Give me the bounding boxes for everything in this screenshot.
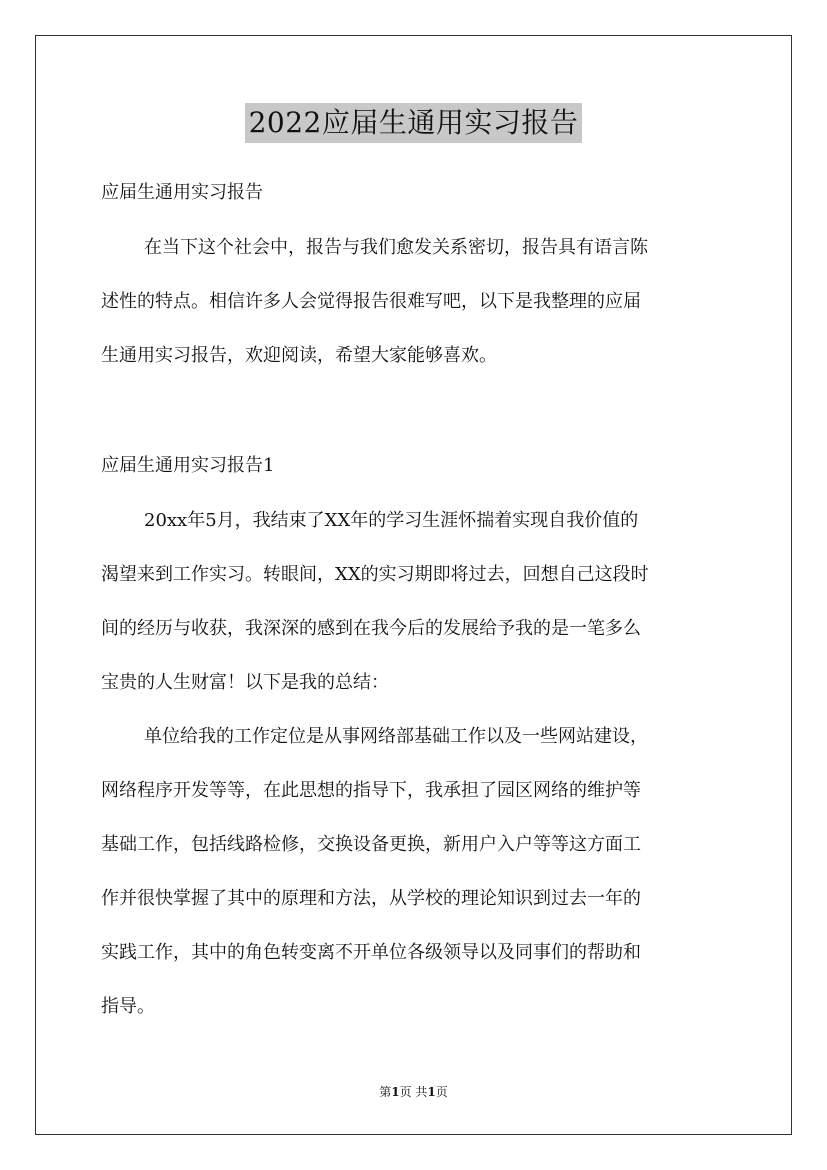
paragraph1-line: 20xx年5月，我结束了XX年的学习生涯怀揣着实现自我价值的	[144, 510, 639, 531]
footer-page-total: 1	[427, 1085, 436, 1099]
intro-line: 述性的特点。相信许多人会觉得报告很难写吧，以下是我整理的应届	[101, 291, 641, 312]
paragraph1-line: 渴望来到工作实习。转眼间，XX的实习期即将过去，回想自己这段时	[101, 564, 649, 585]
document-title: 2022应届生通用实习报告	[245, 103, 583, 143]
paragraph2-line: 网络程序开发等等，在此思想的指导下，我承担了园区网络的维护等	[101, 780, 641, 801]
paragraph2-line: 实践工作，其中的角色转变离不开单位各级领导以及同事们的帮助和	[101, 942, 641, 963]
paragraph2-line: 作并很快掌握了其中的原理和方法，从学校的理论知识到过去一年的	[101, 888, 641, 909]
footer-prefix: 第	[379, 1085, 392, 1099]
footer-suffix: 页	[435, 1085, 448, 1099]
paragraph2-line: 基础工作，包括线路检修，交换设备更换，新用户入户等等这方面工	[101, 834, 641, 855]
intro-line: 在当下这个社会中，报告与我们愈发关系密切，报告具有语言陈	[144, 237, 648, 258]
intro-line: 生通用实习报告，欢迎阅读，希望大家能够喜欢。	[101, 345, 497, 366]
footer-mid: 页 共	[399, 1085, 428, 1099]
paragraph2-line: 单位给我的工作定位是从事网络部基础工作以及一些网站建设，	[144, 726, 648, 747]
footer-page-number: 1	[391, 1085, 400, 1099]
paragraph2-line: 指导。	[101, 996, 155, 1017]
title-block	[0, 103, 827, 143]
subtitle: 应届生通用实习报告	[101, 182, 263, 203]
paragraph1-line: 间的经历与收获，我深深的感到在我今后的发展给予我的是一笔多么	[101, 618, 641, 639]
page-footer	[0, 1084, 827, 1100]
paragraph1-line: 宝贵的人生财富！以下是我的总结：	[101, 672, 389, 693]
section-heading: 应届生通用实习报告1	[101, 455, 275, 476]
